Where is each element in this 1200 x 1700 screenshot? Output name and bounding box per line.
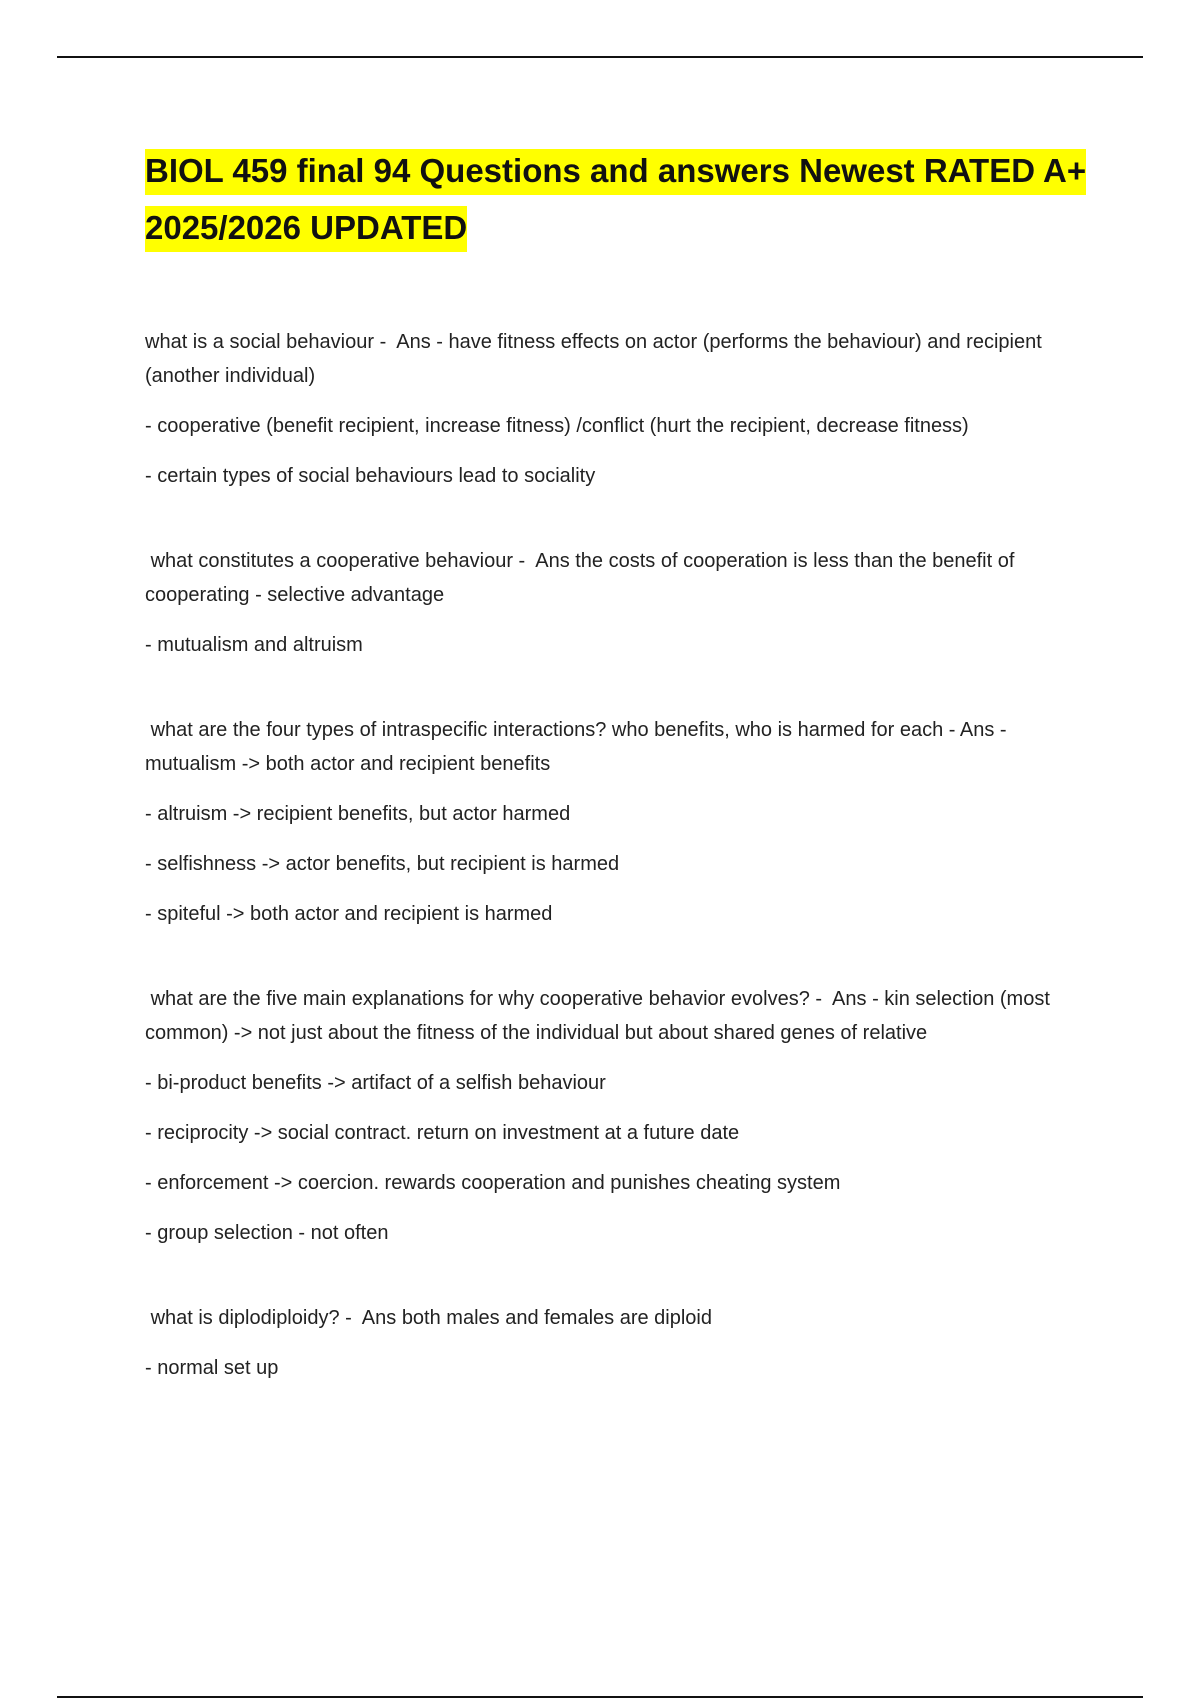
answer-point: - selfishness -> actor benefits, but recipient is harmed — [145, 853, 620, 875]
answer-point: - spiteful -> both actor and recipient is harmed — [145, 903, 553, 925]
qa-list — [145, 325, 1090, 1436]
question-text: what is diplodiploidy? - Ans both males and females are diploid — [145, 1307, 712, 1329]
answer-point: - enforcement -> coercion. rewards cooperation and punishes cheating system — [145, 1172, 841, 1194]
answer-point: - normal set up — [145, 1357, 279, 1379]
qa-item — [145, 325, 1090, 493]
answer-point: - mutualism and altruism — [145, 634, 363, 656]
answer-point: - group selection - not often — [145, 1222, 389, 1244]
qa-item — [145, 1301, 1090, 1385]
question-text: what are the five main explanations for why cooperative behavior evolves? - Ans - kin selection (most common) -> not just about the fitness of the individual but about shared genes of relative — [145, 988, 1056, 1044]
qa-item — [145, 982, 1090, 1250]
document-title — [145, 142, 1095, 256]
footer-rule — [57, 1696, 1143, 1698]
answer-point: - cooperative (benefit recipient, increase fitness) /conflict (hurt the recipient, decrease fitness) — [145, 415, 969, 437]
answer-point: - altruism -> recipient benefits, but actor harmed — [145, 803, 571, 825]
question-text: what are the four types of intraspecific interactions? who benefits, who is harmed for each - Ans - mutualism -> both actor and recipient benefits — [145, 719, 1013, 775]
question-text: what constitutes a cooperative behaviour - Ans the costs of cooperation is less than the benefit of cooperating - selective advantage — [145, 550, 1020, 606]
qa-item — [145, 713, 1090, 931]
title-highlight: BIOL 459 final 94 Questions and answers Newest RATED A+ 2025/2026 UPDATED — [145, 149, 1086, 252]
answer-point: - bi-product benefits -> artifact of a selfish behaviour — [145, 1072, 606, 1094]
answer-point: - reciprocity -> social contract. return on investment at a future date — [145, 1122, 740, 1144]
header-rule — [57, 56, 1143, 58]
qa-item — [145, 544, 1090, 662]
answer-point: - certain types of social behaviours lead to sociality — [145, 465, 596, 487]
question-text: what is a social behaviour - Ans - have fitness effects on actor (performs the behaviour) and recipient (another individual) — [145, 331, 1048, 387]
